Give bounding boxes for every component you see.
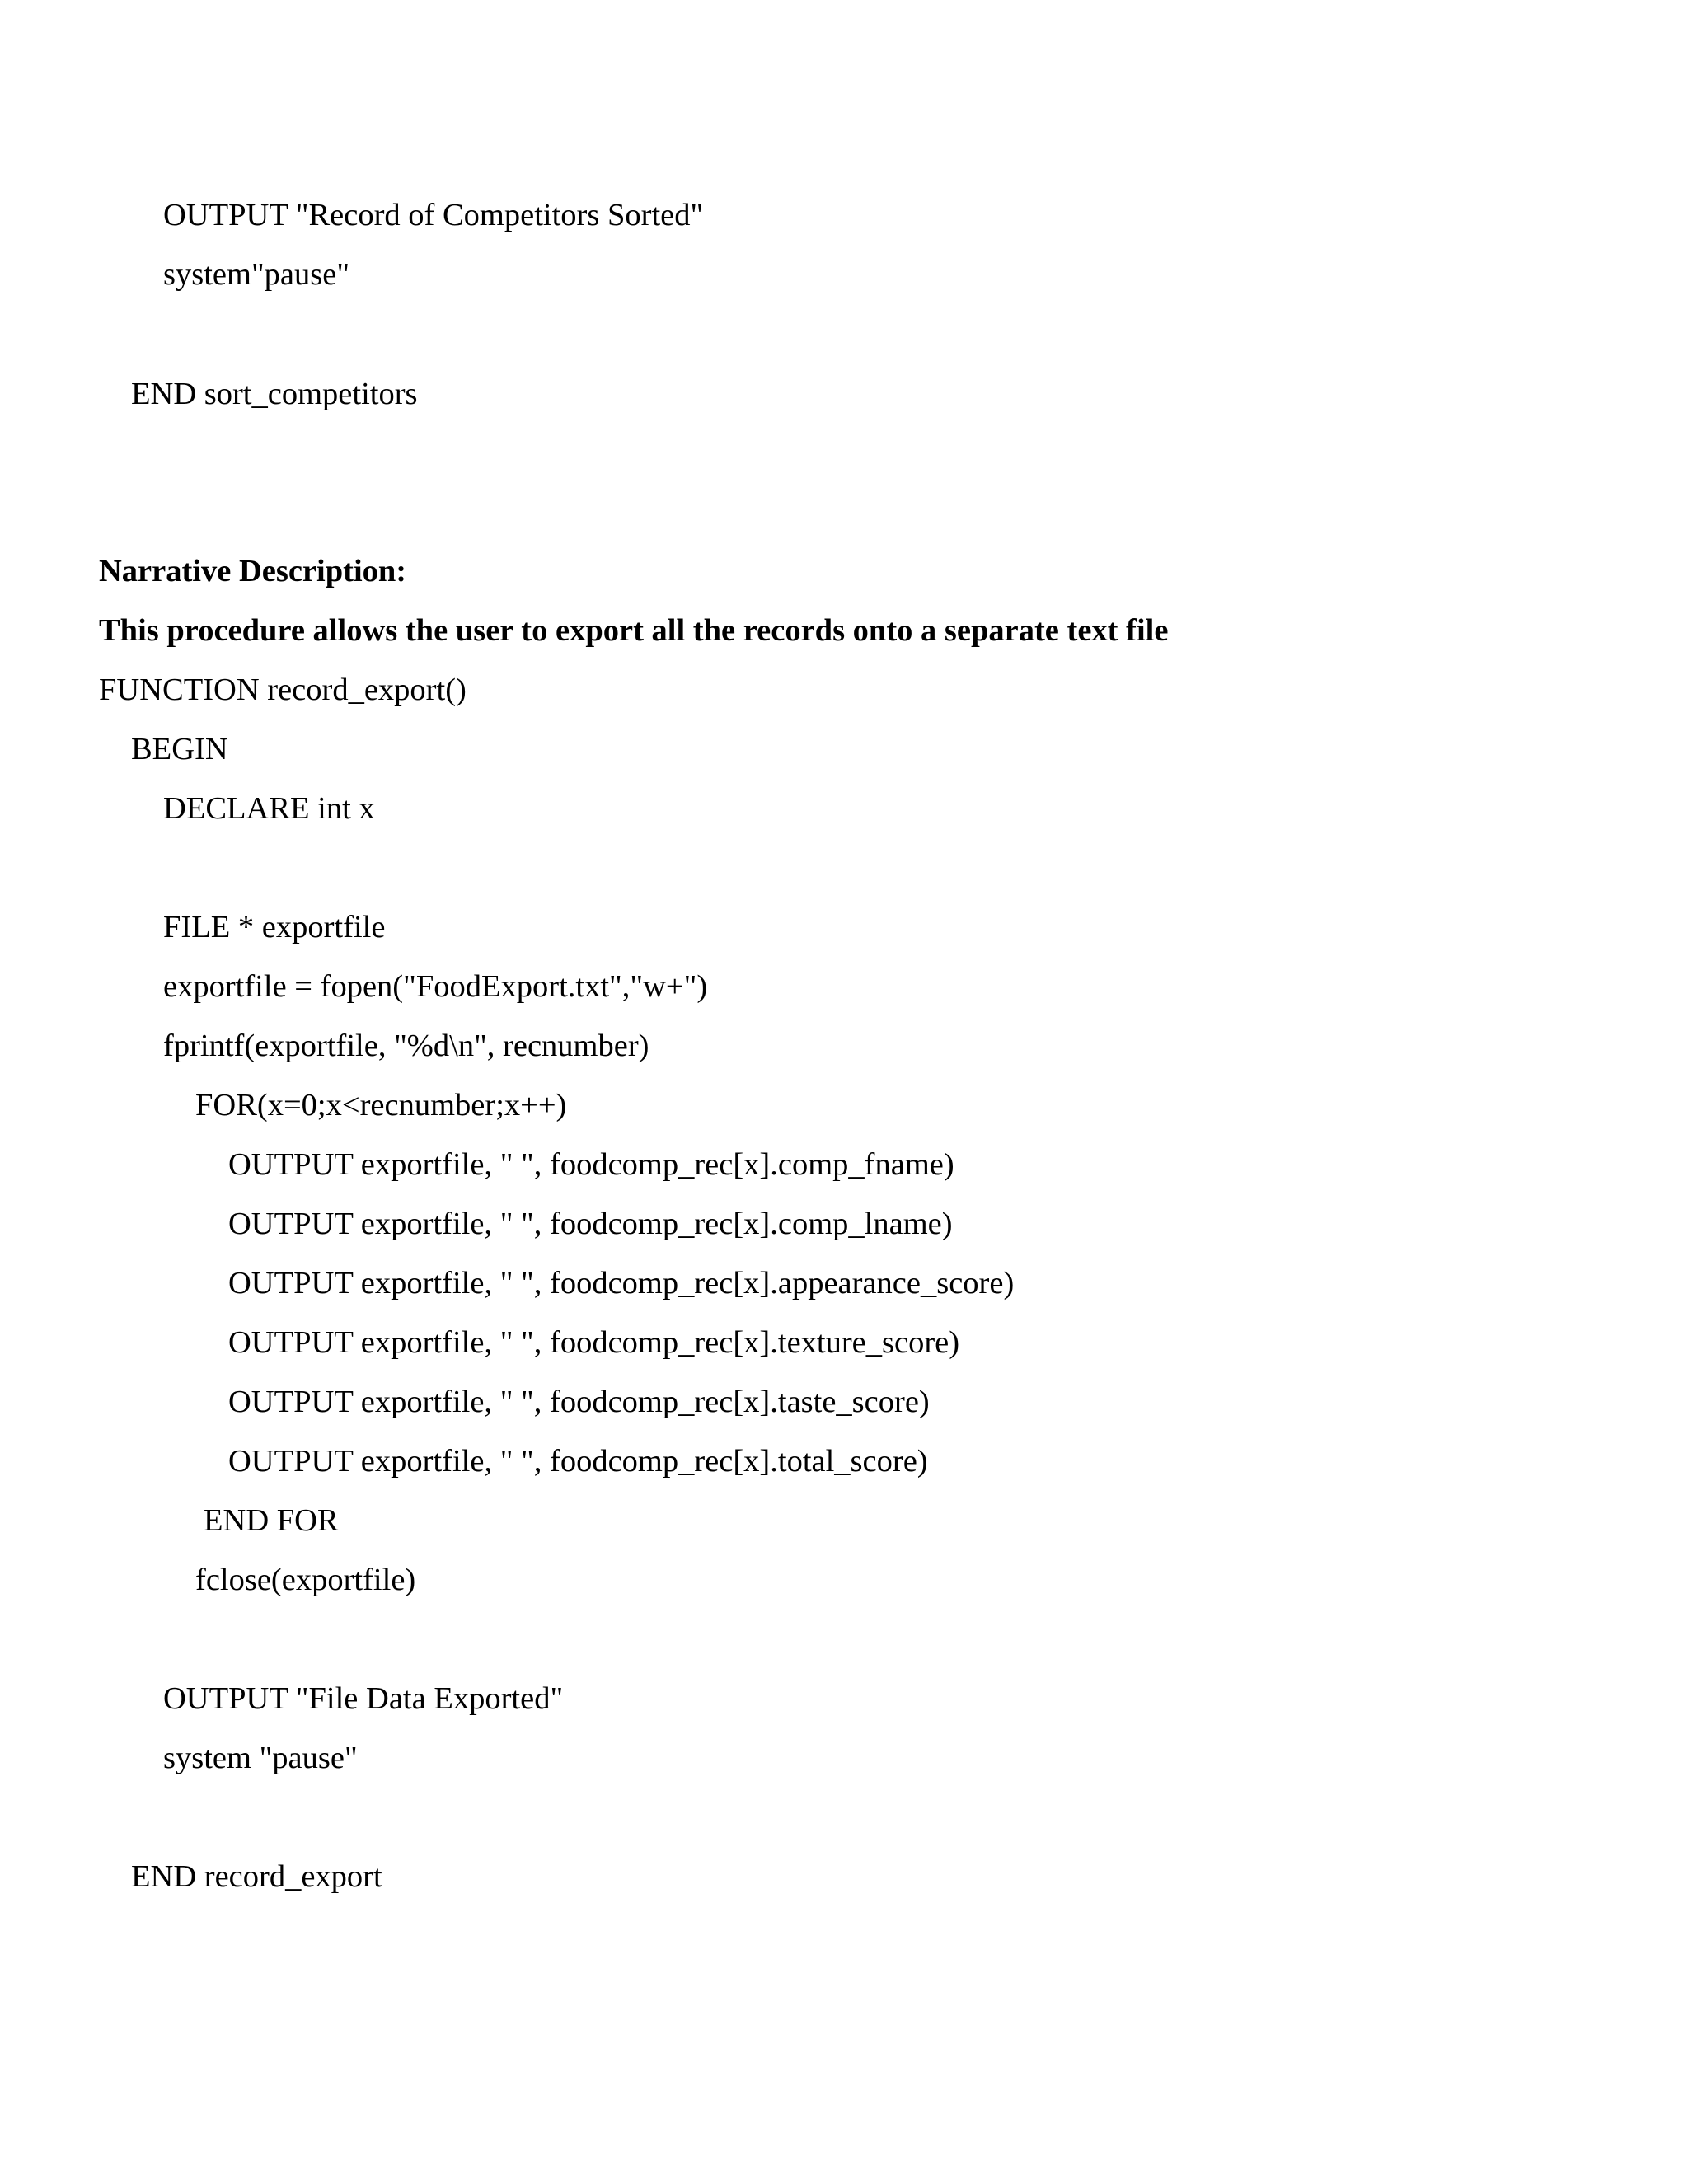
code-line-end-sort: END sort_competitors [131,377,418,411]
code-line-for-body: OUTPUT exportfile, " ", foodcomp_rec[x].comp_lname) [228,1207,953,1241]
code-line-for-body: OUTPUT exportfile, " ", foodcomp_rec[x].taste_score) [228,1385,930,1419]
code-line-for-header: FOR(x=0;x<recnumber;x++) [195,1088,567,1122]
code-line-begin: BEGIN [131,732,228,766]
code-line-pause-2: system "pause" [163,1741,358,1775]
narrative-description: This procedure allows the user to export all the records onto a separate text file [99,613,1169,648]
code-line-fprintf: fprintf(exportfile, "%d\n", recnumber) [163,1029,649,1063]
code-line-function-header: FUNCTION record_export() [99,673,467,707]
code-line-declare: DECLARE int x [163,791,375,826]
code-line-for-body: OUTPUT exportfile, " ", foodcomp_rec[x].appearance_score) [228,1266,1015,1301]
code-line-for-body: OUTPUT exportfile, " ", foodcomp_rec[x].texture_score) [228,1325,960,1360]
code-line-fclose: fclose(exportfile) [195,1563,416,1597]
code-line-pause: system"pause" [163,257,350,292]
code-line-end-record-export: END record_export [131,1859,382,1894]
code-line-for-body: OUTPUT exportfile, " ", foodcomp_rec[x].comp_fname) [228,1147,954,1182]
narrative-heading: Narrative Description: [99,554,407,588]
code-line-fopen: exportfile = fopen("FoodExport.txt","w+") [163,969,708,1004]
code-line-end-for: END FOR [204,1503,339,1538]
code-line-for-body: OUTPUT exportfile, " ", foodcomp_rec[x].total_score) [228,1444,928,1479]
code-line-output-exported: OUTPUT "File Data Exported" [163,1681,564,1716]
code-line-output-sorted: OUTPUT "Record of Competitors Sorted" [163,198,704,232]
code-line-file-decl: FILE * exportfile [163,910,386,944]
